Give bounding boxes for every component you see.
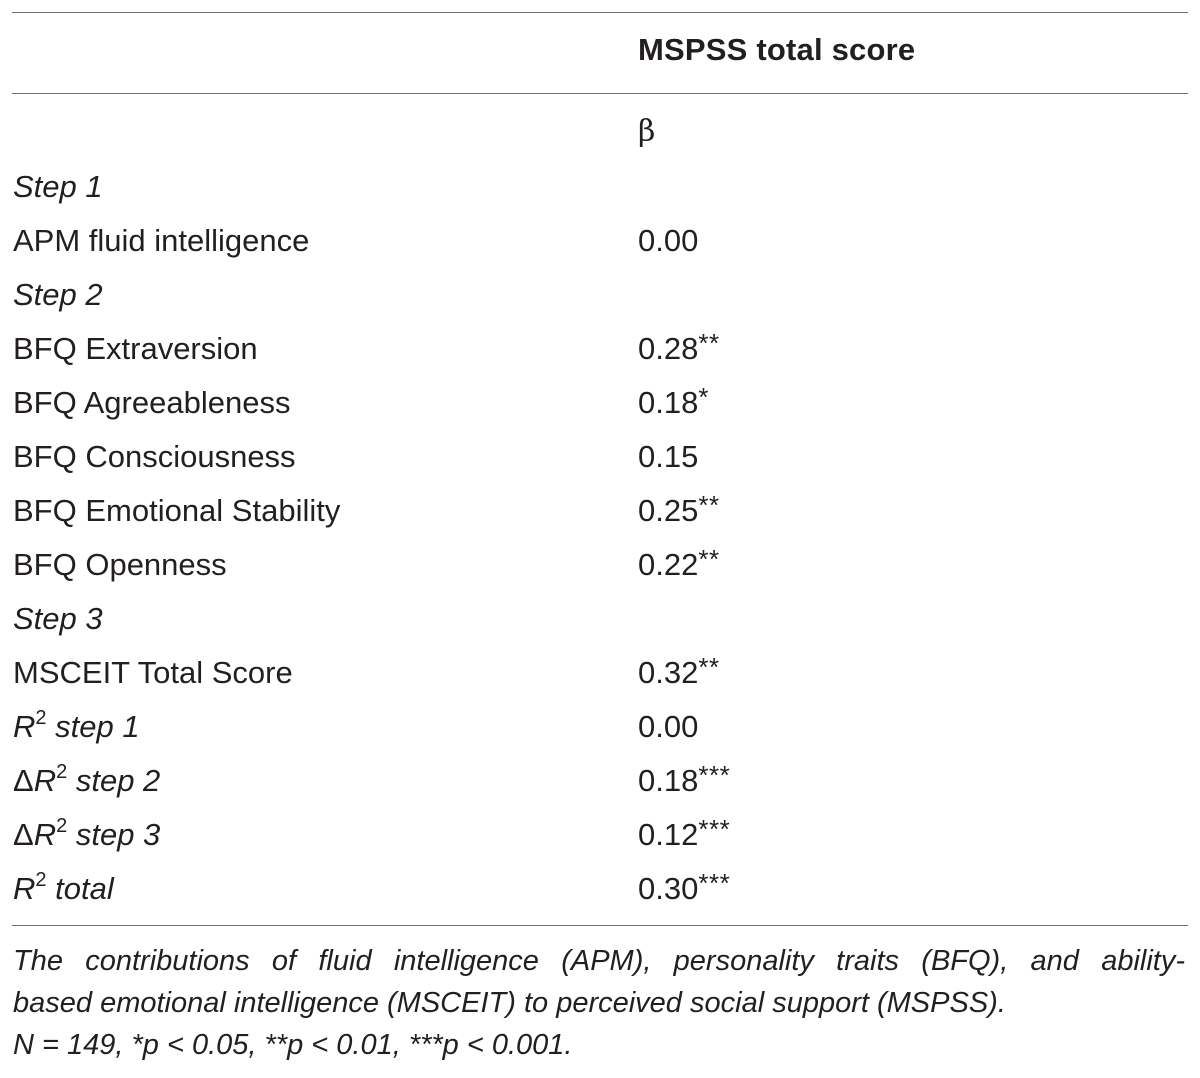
step-label: Step 2 [13,277,103,312]
table-row [0,160,1200,214]
note-line: based emotional intelligence (MSCEIT) to perceived social support (MSPSS). [13,987,1006,1019]
stat-number: 0.00 [638,709,699,744]
stat-label [13,862,114,920]
table-row [0,376,1200,430]
predictor-label: MSCEIT Total Score [13,655,293,690]
significance-marker: *** [698,814,731,844]
stat-row [0,754,1200,808]
header-rule [12,93,1188,94]
beta-value [638,484,720,539]
table-row [0,538,1200,592]
stat-label [13,808,160,866]
predictor-label: BFQ Extraversion [13,331,258,366]
table-note [13,940,1185,1066]
predictor-label: BFQ Consciousness [13,439,296,474]
delta-symbol: Δ [13,817,34,852]
predictor-label: APM fluid intelligence [13,223,310,258]
significance-marker: *** [698,760,731,790]
table-row [0,646,1200,700]
table-row [0,592,1200,646]
stat-row [0,700,1200,754]
beta-value [638,376,709,431]
predictor-label: BFQ Openness [13,547,227,582]
top-rule [12,12,1188,13]
stat-label [13,700,140,758]
beta-value [638,322,720,377]
stat-value [638,700,698,755]
superscript: 2 [35,869,47,891]
table-row [0,268,1200,322]
predictor-label: BFQ Emotional Stability [13,493,341,528]
table-row [0,430,1200,484]
bottom-rule [12,925,1188,926]
table-row [0,214,1200,268]
stat-number: 0.30 [638,871,699,906]
table-row [0,322,1200,376]
beta-value [638,538,720,593]
beta-number: 0.22 [638,547,699,582]
beta-number: 0.00 [638,223,699,258]
note-line: The contributions of fluid intelligence (APM), personality traits (BFQ), and ability- [13,945,1185,977]
stat-label-text: step 1 [46,709,140,744]
column-header: MSPSS total score [638,32,916,67]
stat-row [0,862,1200,916]
r-symbol: R [13,871,36,906]
stat-label [13,754,160,812]
significance-marker: ** [698,490,720,520]
beta-number: 0.15 [638,439,699,474]
superscript: 2 [35,707,47,729]
r-symbol: R [33,817,57,852]
stat-label-text: total [46,871,114,906]
stat-value [638,808,730,863]
stat-value [638,862,730,917]
beta-number: 0.18 [638,385,699,420]
stat-row [0,808,1200,862]
step-label: Step 3 [13,601,103,636]
r-symbol: R [33,763,57,798]
table-row [0,484,1200,538]
r-symbol: R [13,709,36,744]
beta-subheader: β [638,114,656,149]
stat-label-text: step 3 [67,817,161,852]
predictor-label: BFQ Agreeableness [13,385,291,420]
beta-number: 0.28 [638,331,699,366]
beta-value [638,430,698,485]
beta-value [638,214,698,269]
stat-number: 0.12 [638,817,699,852]
significance-marker: ** [698,652,720,682]
stat-label-text: step 2 [67,763,161,798]
superscript: 2 [56,815,68,837]
beta-value [638,646,720,701]
stat-value [638,754,730,809]
significance-marker: *** [698,868,731,898]
beta-number: 0.25 [638,493,699,528]
significance-marker: ** [698,544,720,574]
beta-number: 0.32 [638,655,699,690]
stat-number: 0.18 [638,763,699,798]
step-label: Step 1 [13,169,103,204]
note-line: N = 149, *p < 0.05, **p < 0.01, ***p < 0.001. [13,1029,573,1061]
significance-marker: ** [698,328,720,358]
significance-marker: * [698,382,709,412]
superscript: 2 [56,761,68,783]
delta-symbol: Δ [13,763,34,798]
